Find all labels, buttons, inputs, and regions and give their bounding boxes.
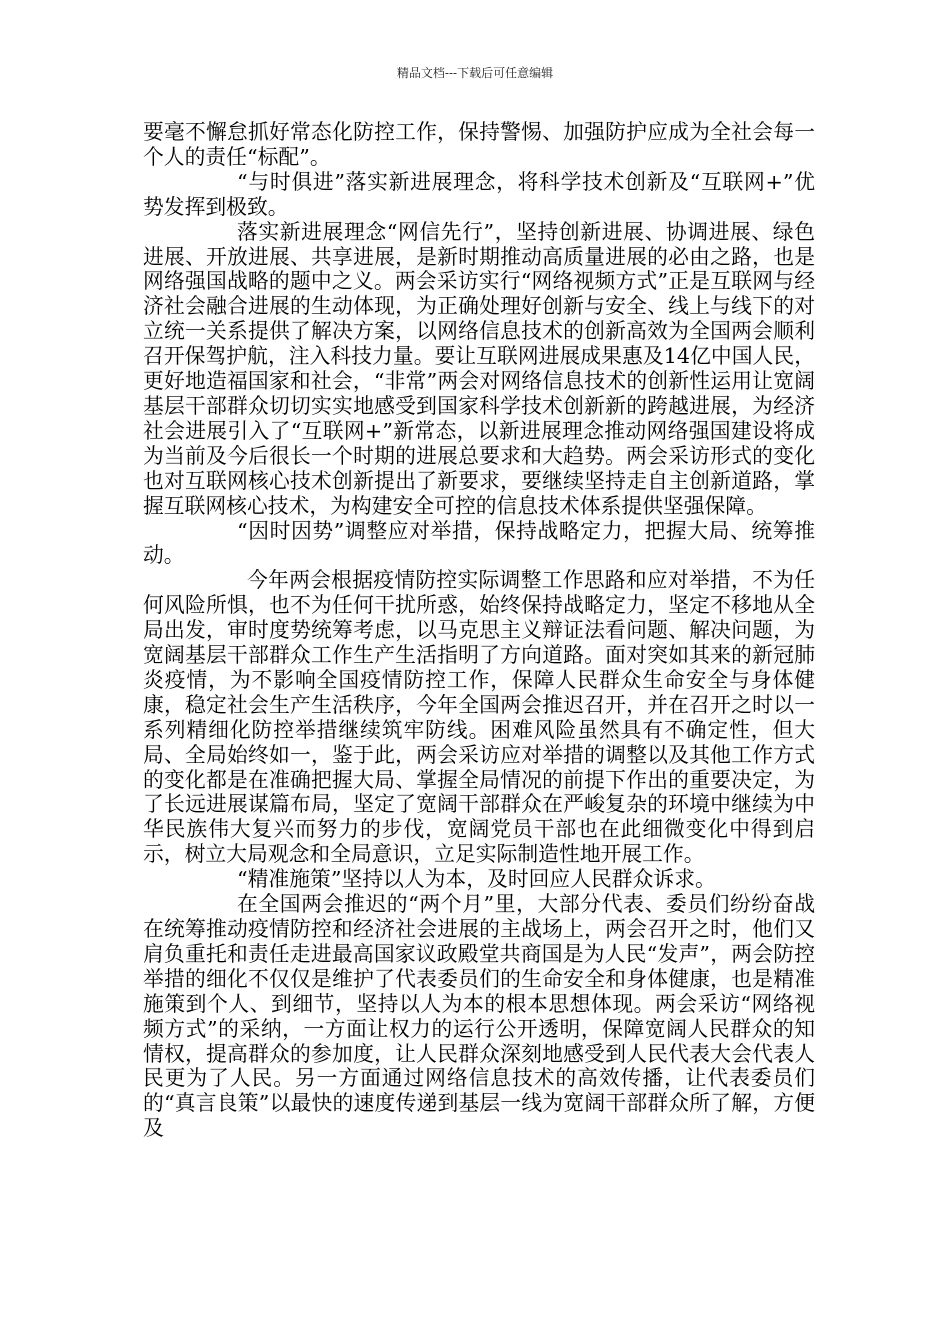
paragraph-5: 今年两会根据疫情防控实际调整工作思路和应对举措，不为任何风险所惧，也不为任何干扰所惑，始终保持战略定力，坚定不移地从全局出发，审时度势统筹考虑，以马克思主义辩证法看问题、解决问题，为宽阔基层干部群众工作生产生活指明了方向道路。面对突如其来的新冠肺炎疫情，为不影响全国疫情防控工作，保障人民群众生命安全与身体健康，稳定社会生产生活秩序，今年全国两会推迟召开，并在召开之时以一系列精细化防控举措继续筑牢防线。困难风险虽然具有不确定性，但大局、全局始终如一，鉴于此，两会采访应对举措的调整以及其他工作方式的变化都是在准确把握大局、掌握全局情况的前提下作出的重要决定，为了长远进展谋篇布局，坚定了宽阔干部群众在严峻复杂的环境中继续为中华民族伟大复兴而努力的步伐，宽阔党员干部也在此细微变化中得到启示，树立大局观念和全局意识，立足实际制造性地开展工作。 [143,568,815,867]
paragraph-3: 落实新进展理念“网信先行”，坚持创新进展、协调进展、绿色进展、开放进展、共享进展，是新时期推动高质量进展的必由之路，也是网络强国战略的题中之义。两会采访实行“网络视频方式”正是互联网与经济社会融合进展的生动体现，为正确处理好创新与安全、线上与线下的对立统一关系提供了解决方案，以网络信息技术的创新高效为全国两会顺利召开保驾护航，注入科技力量。要让互联网进展成果惠及14亿中国人民，更好地造福国家和社会，“非常”两会对网络信息技术的创新性运用让宽阔基层干部群众切切实实地感受到国家科学技术创新新的跨越进展，为经济社会进展引入了“互联网+”新常态，以新进展理念推动网络强国建设将成为当前及今后很长一个时期的进展总要求和大趋势。两会采访形式的变化也对互联网核心技术创新提出了新要求，要继续坚持走自主创新道路，掌握互联网核心技术，为构建安全可控的信息技术体系提供坚强保障。 [143,219,815,518]
page-header: 精品文档---下载后可任意编辑 [396,66,554,80]
paragraph-1: 要毫不懈怠抓好常态化防控工作，保持警惕、加强防护应成为全社会每一个人的责任“标配”。 [143,120,815,169]
paragraph-7: 在全国两会推迟的“两个月”里，大部分代表、委员们纷纷奋战在统筹推动疫情防控和经济社会进展的主战场上，两会召开之时，他们又肩负重托和责任走进最高国家议政殿堂共商国是为人民“发声”，两会防控举措的细化不仅仅是维护了代表委员们的生命安全和身体健康，也是精准施策到个人、到细节，坚持以人为本的根本思想体现。两会采访“网络视频方式”的采纳，一方面让权力的运行公开透明，保障宽阔人民群众的知情权，提高群众的参加度，让人民群众深刻地感受到人民代表大会代表人民更为了人民。另一方面通过网络信息技术的高效传播，让代表委员们的“真言良策”以最快的速度传递到基层一线为宽阔干部群众所了解，方便及 [143,892,815,1141]
paragraph-2-heading: “与时俱进”落实新进展理念，将科学技术创新及“互联网+”优势发挥到极致。 [143,169,815,219]
document-body [143,120,815,1141]
paragraph-4-heading: “因时因势”调整应对举措，保持战略定力，把握大局、统筹推动。 [143,518,815,568]
paragraph-6-heading: “精准施策”坚持以人为本，及时回应人民群众诉求。 [237,867,716,892]
